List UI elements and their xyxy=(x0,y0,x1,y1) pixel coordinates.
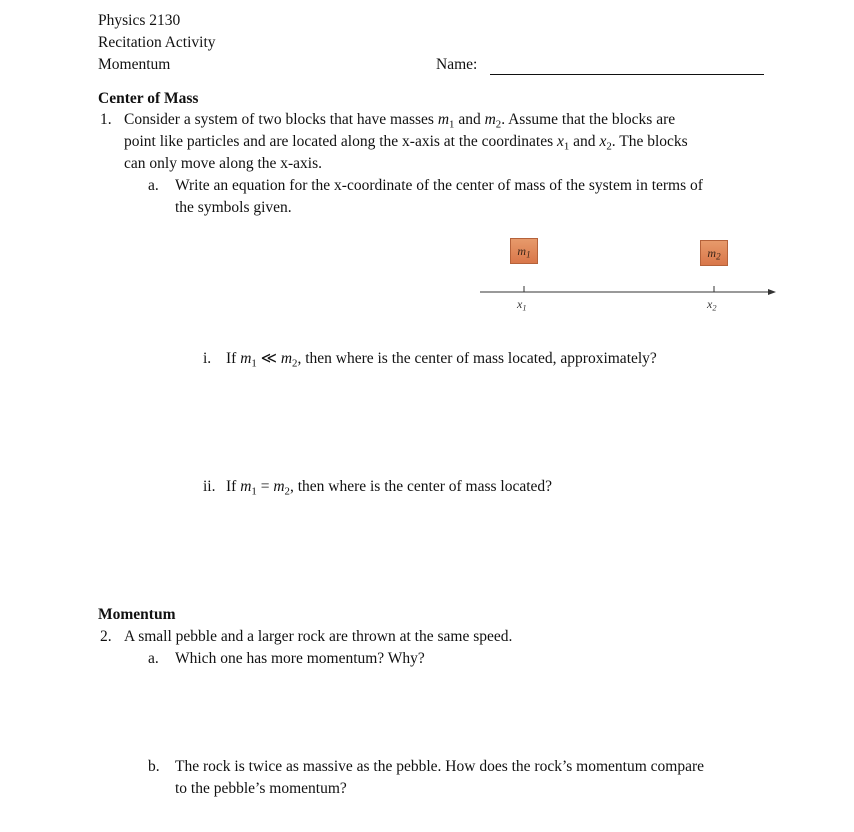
activity-title: Recitation Activity xyxy=(98,34,216,51)
question-1a-ii-label: ii. xyxy=(203,478,216,495)
question-2-text: A small pebble and a larger rock are thrown at the same speed. xyxy=(124,628,513,645)
question-2b-line-1: The rock is twice as massive as the pebble. How does the rock’s momentum compare xyxy=(175,758,705,775)
x-axis-arrow-icon xyxy=(768,289,776,295)
question-2b-label: b. xyxy=(148,758,160,775)
tick-label-x2: $x_2$ xyxy=(707,297,717,313)
question-1a-line-2: the symbols given. xyxy=(175,199,292,216)
block-m1: $m_1$ xyxy=(510,238,538,264)
name-label: Name: xyxy=(436,56,478,73)
question-1a-label: a. xyxy=(148,177,159,194)
question-1-number: 1. xyxy=(100,111,112,128)
question-1-line-2: point like particles and are located along the x-axis at the coordinates $x_1$ and $x_2$. The blocks xyxy=(124,133,688,153)
question-1a-ii-text: If $m_1 = m_2$, then where is the center of mass located? xyxy=(226,478,553,498)
section-heading-center-of-mass: Center of Mass xyxy=(98,90,199,107)
question-1a-i-text: If $m_1$ ≪ $m_2$, then where is the center of mass located, approximately? xyxy=(226,350,657,370)
topic-title: Momentum xyxy=(98,56,171,73)
section-heading-momentum: Momentum xyxy=(98,606,176,623)
tick-label-x1: $x_1$ xyxy=(517,297,527,313)
question-2b-line-2: to the pebble’s momentum? xyxy=(175,780,347,797)
question-1-line-3: can only move along the x-axis. xyxy=(124,155,323,172)
course-title: Physics 2130 xyxy=(98,12,181,29)
question-2-number: 2. xyxy=(100,628,112,645)
block-m2: $m_2$ xyxy=(700,240,728,266)
question-2a-label: a. xyxy=(148,650,159,667)
question-2a-text: Which one has more momentum? Why? xyxy=(175,650,425,667)
question-1-line-1: Consider a system of two blocks that have masses $m_1$ and $m_2$. Assume that the blocks are xyxy=(124,111,676,131)
question-1a-line-1: Write an equation for the x-coordinate of the center of mass of the system in terms of xyxy=(175,177,703,194)
question-1a-i-label: i. xyxy=(203,350,212,367)
